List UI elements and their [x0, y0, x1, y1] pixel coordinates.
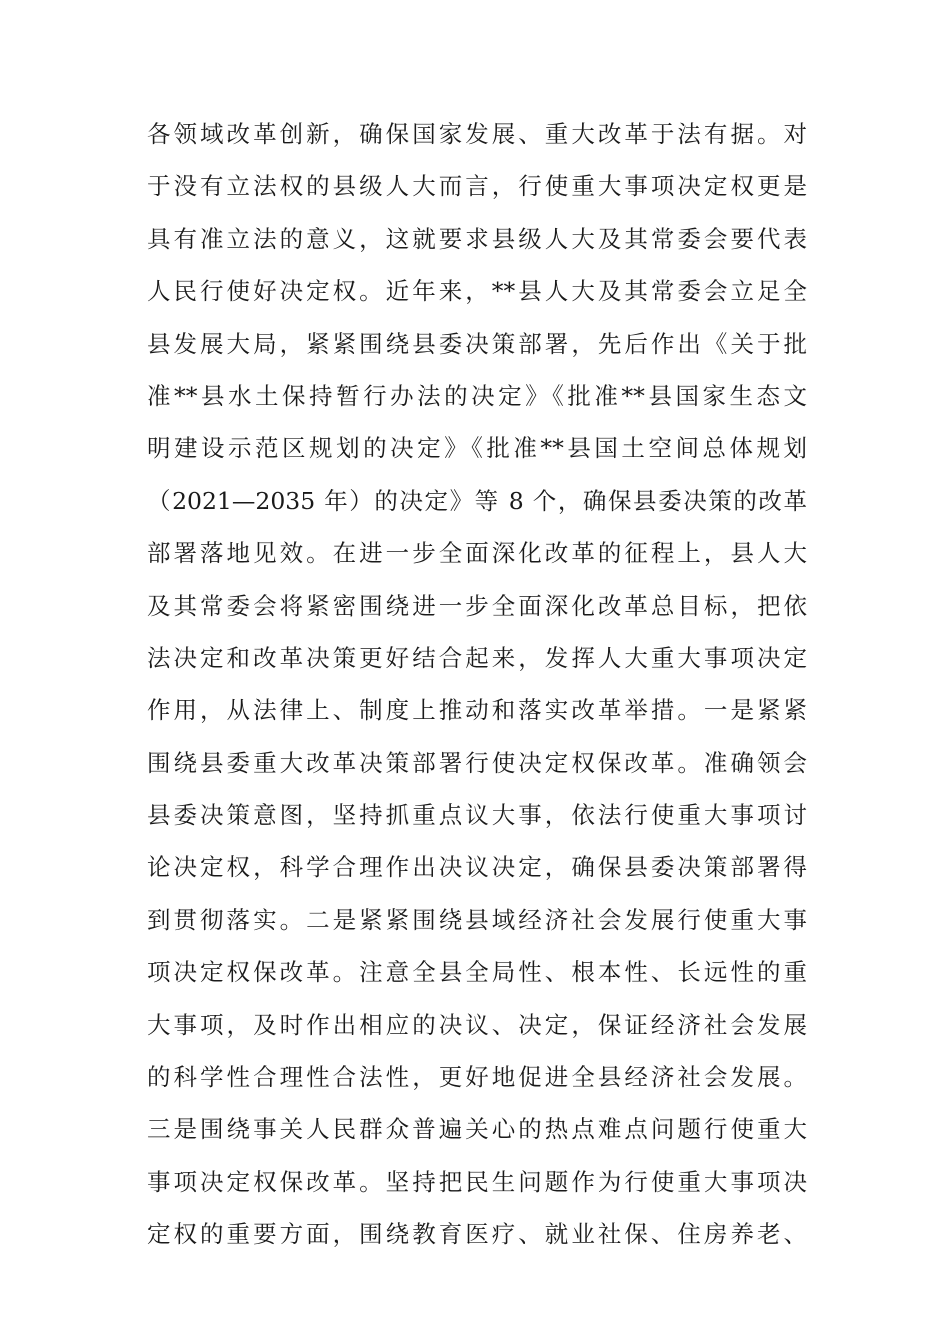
paragraph-line: 大事项，及时作出相应的决议、决定，保证经济社会发展: [147, 1010, 807, 1039]
body-paragraph: [147, 108, 807, 1261]
paragraph-line: 的科学性合理性合法性，更好地促进全县经济社会发展。: [147, 1063, 807, 1092]
paragraph-line: 定权的重要方面，围绕教育医疗、就业社保、住房养老、: [147, 1220, 807, 1249]
paragraph-line: 人民行使好决定权。近年来，**县人大及其常委会立足全: [147, 277, 807, 306]
paragraph-line: 于没有立法权的县级人大而言，行使重大事项决定权更是: [147, 172, 807, 201]
paragraph-line: 准**县水土保持暂行办法的决定》《批准**县国家生态文: [147, 381, 807, 410]
paragraph-line: 县发展大局，紧紧围绕县委决策部署，先后作出《关于批: [147, 329, 807, 358]
paragraph-line: 明建设示范区规划的决定》《批准**县国土空间总体规划: [147, 434, 807, 463]
paragraph-line: 部署落地见效。在进一步全面深化改革的征程上，县人大: [147, 539, 807, 568]
paragraph-line: 各领域改革创新，确保国家发展、重大改革于法有据。对: [147, 120, 807, 148]
paragraph-line: 项决定权保改革。注意全县全局性、根本性、长远性的重: [147, 958, 807, 987]
paragraph-line: （2021—2035 年）的决定》等 8 个，确保县委决策的改革: [147, 486, 807, 515]
paragraph-line: 围绕县委重大改革决策部署行使决定权保改革。准确领会: [147, 748, 807, 777]
paragraph-line: 作用，从法律上、制度上推动和落实改革举措。一是紧紧: [147, 696, 807, 725]
paragraph-line: 法决定和改革决策更好结合起来，发挥人大重大事项决定: [147, 643, 807, 672]
paragraph-line: 到贯彻落实。二是紧紧围绕县域经济社会发展行使重大事: [147, 905, 807, 934]
paragraph-line: 三是围绕事关人民群众普遍关心的热点难点问题行使重大: [147, 1115, 807, 1144]
paragraph-line: 及其常委会将紧密围绕进一步全面深化改革总目标，把依: [147, 591, 807, 620]
paragraph-line: 县委决策意图，坚持抓重点议大事，依法行使重大事项讨: [147, 801, 807, 830]
paragraph-line: 具有准立法的意义，这就要求县级人大及其常委会要代表: [147, 224, 807, 253]
paragraph-line: 事项决定权保改革。坚持把民生问题作为行使重大事项决: [147, 1167, 807, 1196]
paragraph-line: 论决定权，科学合理作出决议决定，确保县委决策部署得: [147, 853, 807, 882]
